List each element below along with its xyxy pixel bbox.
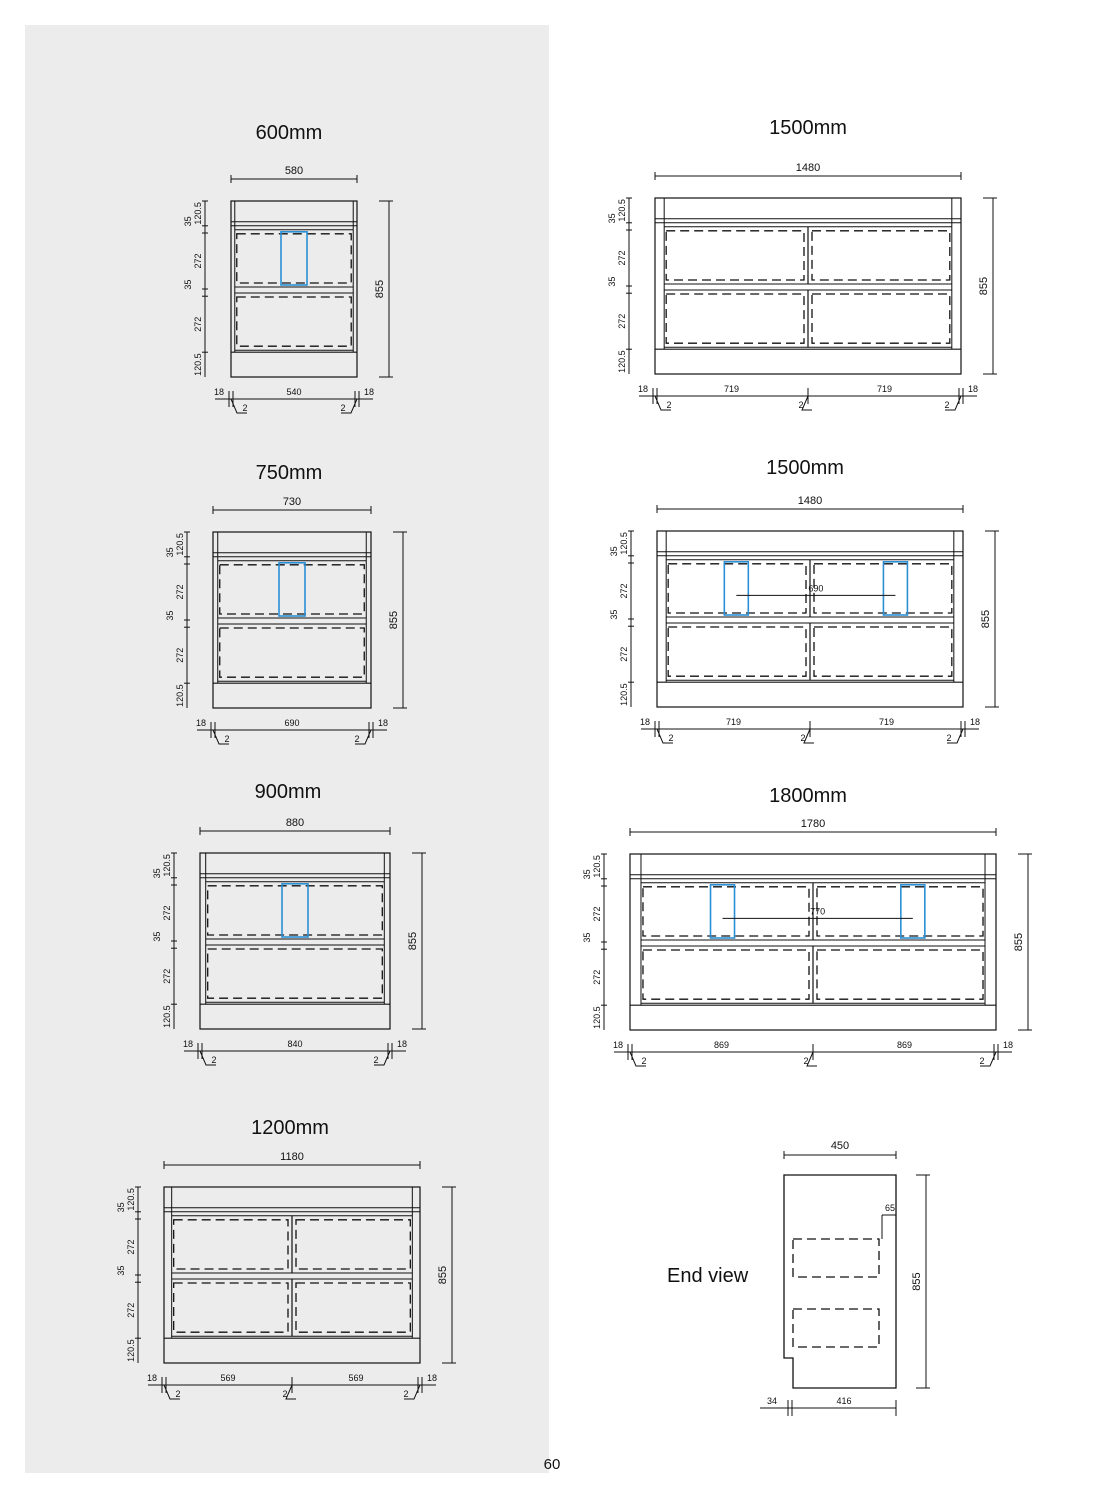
left-dimension-value: 35	[152, 931, 162, 942]
panel-thickness-right: 18	[426, 1373, 438, 1383]
drawer-width-right: 869	[896, 1040, 913, 1050]
drawer-outline-dashed-right	[812, 231, 950, 280]
gap-dimension-left: 2	[211, 1055, 217, 1065]
height-dimension: 855	[388, 610, 400, 630]
drawer-outline-dashed-left	[668, 564, 806, 613]
panel-thickness-right: 18	[377, 718, 389, 728]
drawing-title: 1500mm	[769, 117, 847, 139]
panel-thickness-left: 18	[195, 718, 207, 728]
drawer-outline-dashed	[237, 297, 351, 346]
left-dimension-value: 272	[619, 583, 629, 599]
end-view-drawing	[667, 1140, 930, 1416]
left-dimension-value: 120.5	[126, 1339, 136, 1362]
basin-cutout-marker	[282, 884, 308, 937]
left-dimension-value: 35	[116, 1265, 126, 1276]
left-dimension-value: 35	[152, 868, 162, 879]
drawer-width-left: 719	[723, 384, 740, 394]
panel-thickness-right: 18	[967, 384, 979, 394]
cabinet-drawing-600	[183, 122, 393, 413]
left-dimension-value: 272	[193, 253, 203, 269]
gap-dimension-left: 2	[668, 733, 674, 743]
gap-dimension-left: 2	[666, 400, 672, 410]
gap-dimension-left: 2	[242, 403, 248, 413]
panel-thickness-left: 18	[639, 717, 651, 727]
drawer-outline-dashed-left	[643, 887, 809, 936]
gap-dimension-right: 2	[946, 733, 952, 743]
drawer-outline-dashed-left	[643, 950, 809, 999]
width-dimension: 580	[284, 165, 304, 177]
left-dimension-value: 272	[126, 1302, 136, 1318]
basin-cutout-marker-right	[883, 562, 907, 615]
left-dimension-value: 272	[193, 316, 203, 332]
left-dimension-value: 272	[175, 584, 185, 600]
left-dimension-value: 35	[582, 869, 592, 880]
drawer-width-left: 569	[220, 1373, 236, 1383]
left-dimension-value: 120.5	[619, 532, 629, 555]
gap-dimension-right: 2	[403, 1389, 409, 1399]
left-dimension-value: 35	[609, 609, 619, 620]
drawer-width-left: 719	[725, 717, 742, 727]
height-dimension: 855	[1013, 932, 1025, 952]
gap-dimension-mid: 2	[803, 1056, 809, 1066]
left-dimension-value: 120.5	[175, 684, 185, 707]
left-dimension-value: 35	[165, 547, 175, 558]
basin-spacing-dimension: 690	[808, 583, 824, 594]
end-height-dimension: 855	[911, 1272, 923, 1291]
cabinet-drawing-1200	[116, 1117, 456, 1399]
panel-thickness-right: 18	[396, 1039, 408, 1049]
gap-dimension-mid: 2	[798, 400, 804, 410]
cabinet-drawing-1500a	[607, 117, 997, 410]
inset-dimension: 65	[884, 1203, 896, 1213]
end-view-drawer-lower	[793, 1309, 879, 1347]
drawing-title: 1800mm	[769, 785, 847, 807]
drawing-title: 900mm	[254, 781, 322, 803]
cabinet-drawing-750	[165, 462, 407, 744]
end-view-label: End view	[667, 1265, 749, 1287]
inner-width-dimension: 540	[286, 387, 302, 397]
left-dimension-value: 35	[609, 546, 619, 557]
left-dimension-value: 35	[183, 279, 193, 290]
width-dimension: 1480	[795, 162, 821, 174]
left-dimension-value: 120.5	[619, 683, 629, 706]
gap-dimension-right: 2	[340, 403, 346, 413]
basin-cutout-marker-left	[724, 562, 748, 615]
panel-thickness-left: 18	[612, 1040, 624, 1050]
drawer-outline-dashed-left	[174, 1220, 288, 1269]
left-dimension-value: 272	[162, 968, 172, 984]
drawer-outline-dashed-left	[174, 1283, 288, 1332]
end-view-outline	[784, 1175, 896, 1388]
depth-dimension: 450	[830, 1140, 850, 1152]
cabinet-drawing-900	[152, 781, 426, 1065]
gap-dimension-mid: 2	[800, 733, 806, 743]
width-dimension: 730	[282, 496, 302, 508]
left-dimension-value: 272	[617, 250, 627, 266]
width-dimension: 880	[285, 817, 305, 829]
width-dimension: 1180	[280, 1151, 304, 1163]
basin-spacing-dimension: 770	[810, 906, 826, 917]
drawer-outline-dashed-right	[817, 887, 983, 936]
drawer-outline-dashed-right	[296, 1283, 410, 1332]
left-dimension-value: 272	[592, 969, 602, 985]
basin-cutout-marker	[281, 232, 307, 285]
drawer-outline-dashed-right	[812, 294, 950, 343]
left-dimension-value: 120.5	[617, 350, 627, 373]
basin-cutout-marker	[279, 563, 305, 616]
drawing-title: 600mm	[255, 122, 323, 144]
left-dimension-value: 120.5	[126, 1188, 136, 1211]
height-dimension: 855	[980, 609, 992, 629]
drawer-width-right: 569	[348, 1373, 364, 1383]
drawer-outline-dashed	[237, 234, 351, 283]
gap-dimension-left: 2	[224, 734, 230, 744]
left-dimension-value: 272	[617, 313, 627, 329]
drawer-width-right: 719	[878, 717, 895, 727]
left-dimension-value: 120.5	[162, 1005, 172, 1028]
left-dimension-value: 120.5	[162, 854, 172, 877]
left-dimension-value: 120.5	[592, 1006, 602, 1029]
basin-cutout-marker-right	[901, 885, 925, 938]
drawer-outline-dashed	[220, 628, 365, 677]
drawing-title: 750mm	[255, 462, 323, 484]
panel-thickness-left: 18	[213, 387, 225, 397]
panel-thickness-right: 18	[969, 717, 981, 727]
panel-thickness-left: 18	[146, 1373, 158, 1383]
left-dimension-value: 272	[126, 1239, 136, 1255]
left-dimension-value: 272	[162, 905, 172, 921]
left-dimension-value: 35	[607, 213, 617, 224]
gap-dimension-mid: 2	[282, 1389, 288, 1399]
left-dimension-value: 272	[592, 906, 602, 922]
drawing-title: 1200mm	[251, 1117, 329, 1139]
left-dimension-value: 120.5	[617, 199, 627, 222]
end-view-drawer-upper	[793, 1239, 879, 1277]
drawer-outline-dashed-left	[666, 294, 804, 343]
width-dimension: 1480	[797, 495, 823, 507]
height-dimension: 855	[978, 276, 990, 296]
panel-thickness-left: 18	[637, 384, 649, 394]
inner-width-dimension: 690	[284, 718, 300, 728]
drawer-width-right: 719	[876, 384, 893, 394]
drawer-outline-dashed-right	[814, 627, 952, 676]
left-dimension-value: 35	[183, 216, 193, 227]
height-dimension: 855	[437, 1265, 449, 1285]
gap-dimension-left: 2	[641, 1056, 647, 1066]
gap-dimension-left: 2	[175, 1389, 181, 1399]
left-dimension-value: 120.5	[193, 202, 203, 225]
left-dimension-value: 120.5	[193, 353, 203, 376]
left-dimension-value: 120.5	[175, 533, 185, 556]
drawer-outline-dashed-right	[296, 1220, 410, 1269]
drawer-width-left: 869	[713, 1040, 730, 1050]
drawer-outline-dashed-left	[666, 231, 804, 280]
gap-dimension-right: 2	[373, 1055, 379, 1065]
left-dimension-value: 272	[175, 647, 185, 663]
inner-width-dimension: 840	[287, 1039, 303, 1049]
left-dimension-value: 35	[165, 610, 175, 621]
drawer-outline-dashed	[208, 886, 383, 935]
height-dimension: 855	[407, 931, 419, 951]
drawer-outline-dashed	[208, 949, 383, 998]
cabinet-drawing-1500b	[609, 457, 999, 743]
cabinet-drawing-1800	[582, 785, 1032, 1066]
basin-cutout-marker-left	[711, 885, 735, 938]
height-dimension: 855	[374, 279, 386, 299]
toe-dimension: 34	[766, 1396, 778, 1406]
panel-thickness-left: 18	[182, 1039, 194, 1049]
drawer-outline-dashed	[220, 565, 365, 614]
left-dimension-value: 35	[607, 276, 617, 287]
panel-thickness-right: 18	[1002, 1040, 1014, 1050]
gap-dimension-right: 2	[944, 400, 950, 410]
gap-dimension-right: 2	[979, 1056, 985, 1066]
drawer-outline-dashed-left	[668, 627, 806, 676]
drawer-outline-dashed-right	[817, 950, 983, 999]
drawing-title: 1500mm	[766, 457, 844, 479]
left-dimension-value: 272	[619, 646, 629, 662]
gap-dimension-right: 2	[354, 734, 360, 744]
panel-thickness-right: 18	[363, 387, 375, 397]
page-number: 60	[543, 1456, 561, 1473]
base-depth-dimension: 416	[836, 1396, 852, 1406]
left-dimension-value: 120.5	[592, 855, 602, 878]
left-dimension-value: 35	[582, 932, 592, 943]
left-dimension-value: 35	[116, 1202, 126, 1213]
width-dimension: 1780	[800, 818, 826, 830]
